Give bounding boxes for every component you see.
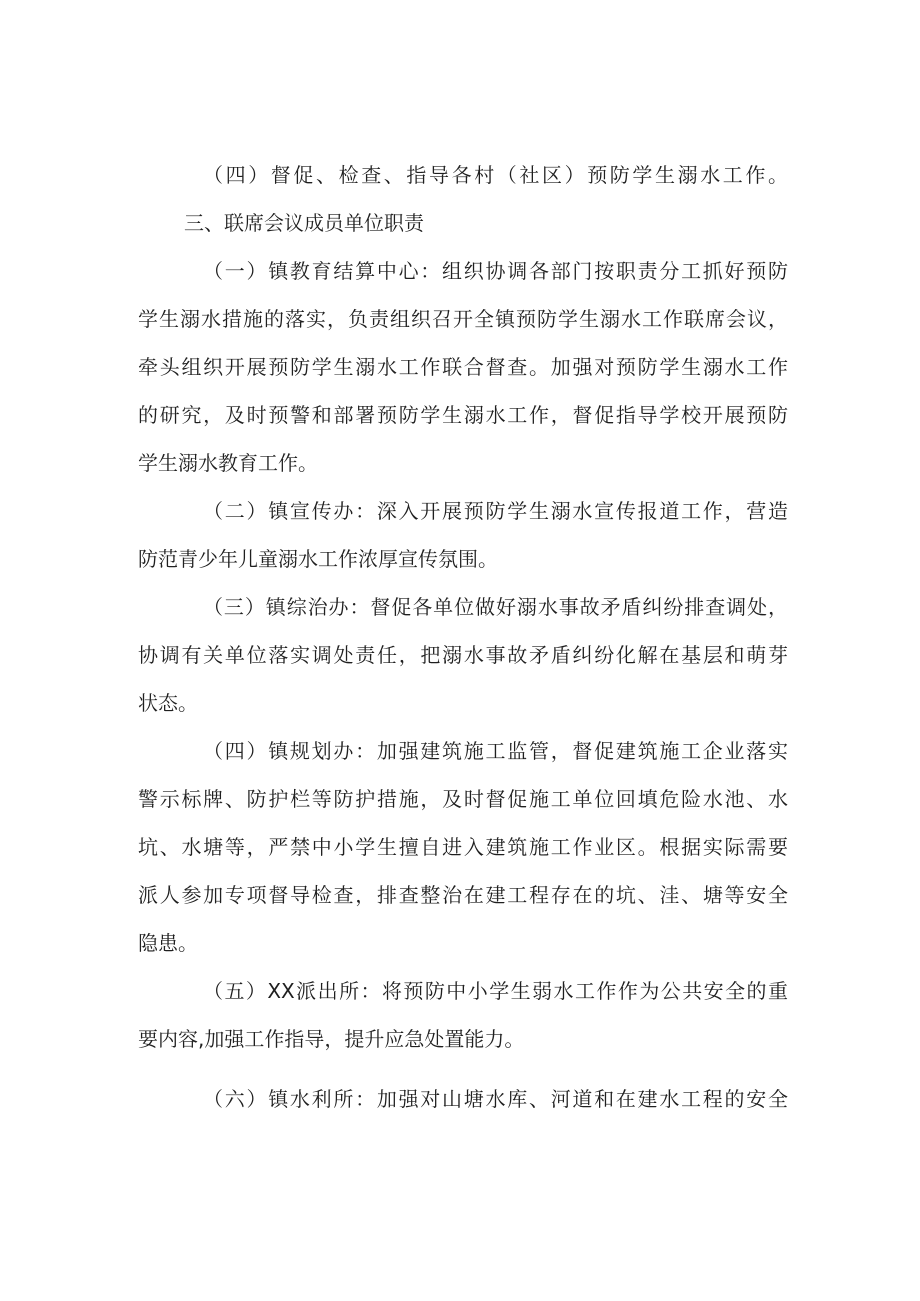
duty-4-line-5: 隐患。 — [138, 931, 198, 955]
duty-1-line-2: 学生溺水措施的落实，负责组织召开全镇预防学生溺水工作联席会议， — [138, 307, 788, 331]
duty-4-line-3: 坑、水塘等，严禁中小学生擅自进入建筑施工作业区。根据实际需要 — [138, 835, 788, 859]
duty-3-line-1: （三）镇综治办：督促各单位做好溺水事故矛盾纠纷排查调处， — [203, 595, 788, 619]
duty-4-line-1: （四）镇规划办：加强建筑施工监管，督促建筑施工企业落实 — [203, 739, 788, 763]
duty-4-line-2: 警示标牌、防护栏等防护措施，及时督促施工单位回填危险水池、水 — [138, 787, 788, 811]
duty-5-line-1: （五）XX派出所：将预防中小学生弱水工作作为公共安全的重 — [203, 979, 788, 1003]
section-heading: 三、联席会议成员单位职责 — [184, 211, 424, 235]
duty-5-line-2: 要内容,加强工作指导，提升应急处置能力。 — [138, 1027, 525, 1051]
duty-1-line-1: （一）镇教育结算中心：组织协调各部门按职责分工抓好预防 — [203, 259, 788, 283]
duty-1-line-3: 牵头组织开展预防学生溺水工作联合督查。加强对预防学生溺水工作 — [138, 355, 788, 379]
duty-2-line-1: （二）镇宣传办：深入开展预防学生溺水宣传报道工作，营造 — [203, 499, 788, 523]
duty-6-line-1: （六）镇水利所：加强对山塘水库、河道和在建水工程的安全 — [203, 1087, 788, 1111]
paragraph-intro-item-4: （四）督促、检查、指导各村（社区）预防学生溺水工作。 — [203, 163, 788, 187]
duty-3-line-3: 状态。 — [138, 691, 198, 715]
duty-2-line-2: 防范青少年儿童溺水工作浓厚宣传氛围。 — [138, 547, 498, 571]
duty-3-line-2: 协调有关单位落实调处责任，把溺水事故矛盾纠纷化解在基层和萌芽 — [138, 643, 788, 667]
duty-1-line-4: 的研究，及时预警和部署预防学生溺水工作，督促指导学校开展预防 — [138, 403, 788, 427]
duty-4-line-4: 派人参加专项督导检查，排查整治在建工程存在的坑、洼、塘等安全 — [138, 883, 788, 907]
duty-1-line-5: 学生溺水教育工作。 — [138, 451, 318, 475]
